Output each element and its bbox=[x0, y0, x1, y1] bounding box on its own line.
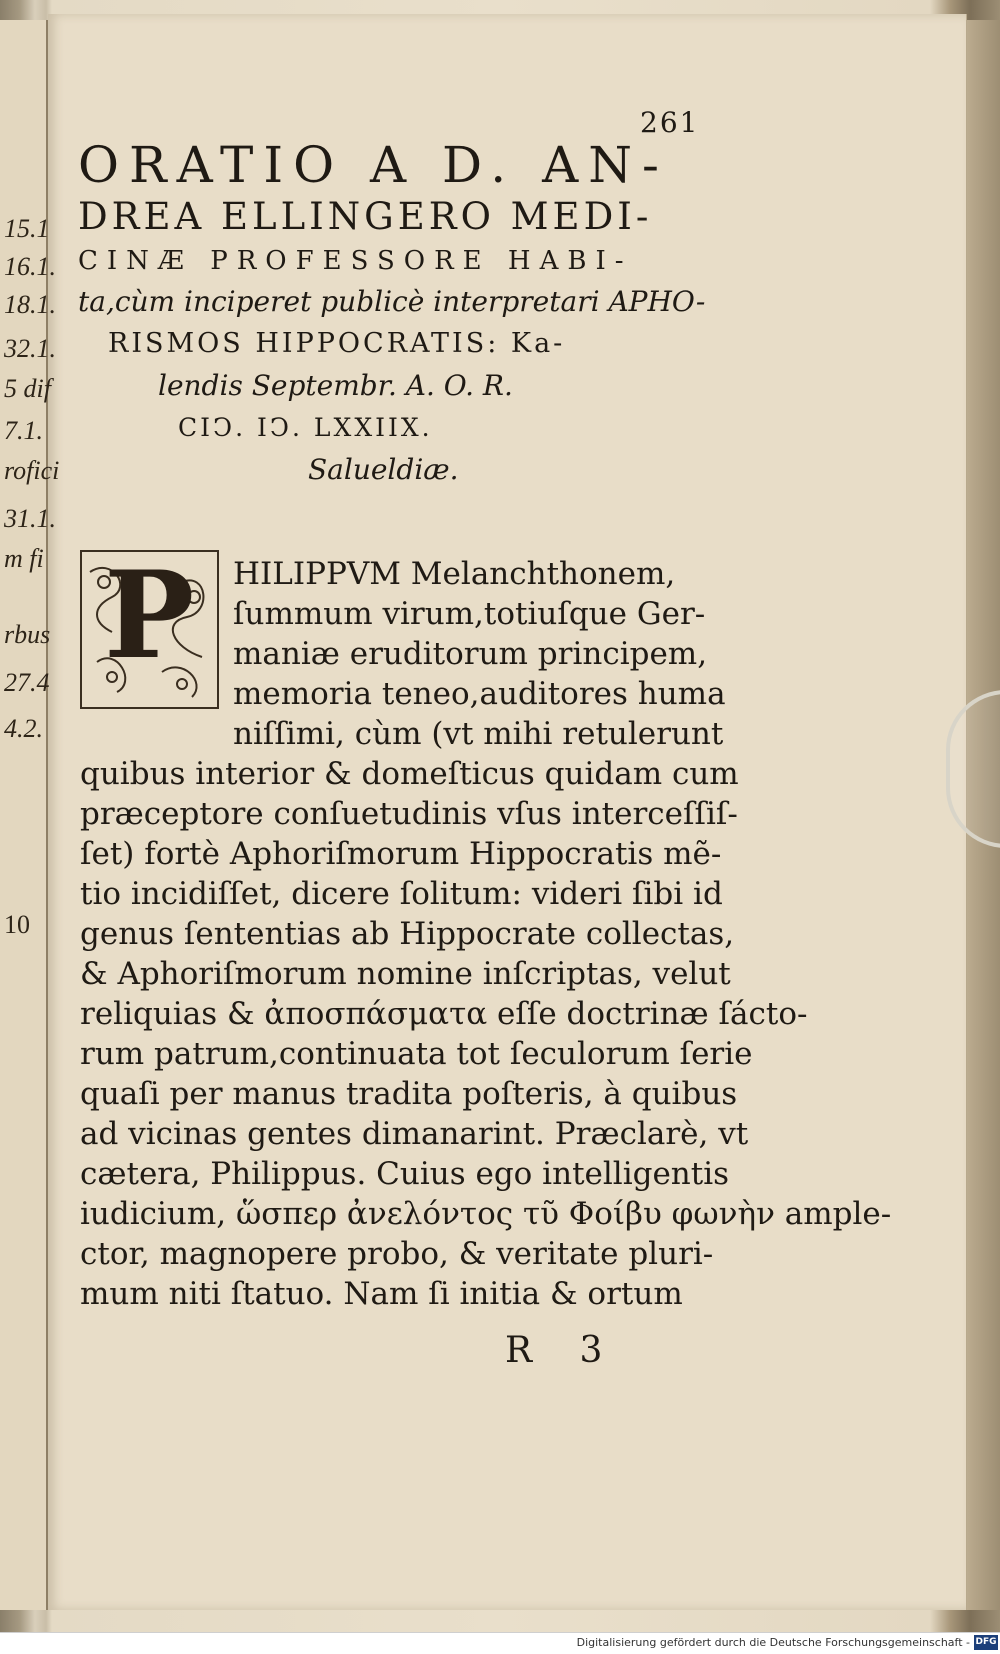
margin-note: 31.1. bbox=[4, 504, 56, 533]
body-line: tio incidiſſet, dicere ſolitum: videri ſibi id bbox=[80, 876, 723, 912]
body-line: ad vicinas gentes dimanarint. Præclarè, vt bbox=[80, 1116, 749, 1152]
body-line: cætera, Philippus. Cuius ego intelligentis bbox=[80, 1156, 730, 1192]
body-line: ctor, magnopere probo, & veritate pluri- bbox=[80, 1236, 714, 1272]
body-line: genus ſententias ab Hippocrate collectas, bbox=[80, 916, 735, 952]
body-line: niſſimi, cùm (vt mihi retulerunt bbox=[233, 716, 724, 752]
body-line: reliquias & ἀποσπάσματα eſſe doctrinæ ſácto- bbox=[80, 996, 808, 1032]
footer-credit: Digitalisierung gefördert durch die Deutsche Forschungsgemeinschaft - bbox=[576, 1636, 970, 1649]
body-line: quaſi per manus tradita poſteris, à quibus bbox=[80, 1076, 738, 1112]
margin-note: rofici bbox=[4, 456, 60, 485]
initial-letter: P bbox=[104, 545, 195, 686]
decorated-initial bbox=[80, 545, 219, 709]
title-line: ORATIO A D. AN- bbox=[78, 136, 669, 194]
body-line: iudicium, ὥσπερ ἀνελόντος τῦ Φοίβυ φωνὴν ample- bbox=[80, 1196, 892, 1232]
title-line: DREA ELLINGERO MEDI- bbox=[78, 195, 653, 238]
body-line: quibus interior & domeſticus quidam cum bbox=[80, 756, 739, 792]
margin-note: rbus bbox=[4, 620, 51, 649]
margin-note: 15.1 bbox=[4, 214, 50, 243]
margin-note: 10 bbox=[4, 910, 30, 939]
body-line: HILIPPVM Melanchthonem, bbox=[233, 556, 676, 592]
margin-note: 16.1. bbox=[4, 252, 56, 281]
margin-note: 18.1. bbox=[4, 290, 56, 319]
margin-note: 27.4 bbox=[4, 668, 50, 697]
title-line: CINÆ PROFESSORE HABI- bbox=[78, 246, 633, 276]
signature-mark: R 3 bbox=[505, 1330, 621, 1371]
title-line: Salueldiæ. bbox=[308, 453, 459, 486]
title-line: CIↃ. IↃ. LXXIIX. bbox=[178, 413, 433, 442]
body-line: præceptore conſuetudinis vſus interceſſiſ- bbox=[80, 796, 738, 832]
body-line: ſet) fortè Aphoriſmorum Hippocratis mẽ- bbox=[80, 836, 722, 872]
body-line: & Aphoriſmorum nomine inſcriptas, velut bbox=[80, 956, 731, 992]
body-line: rum patrum,continuata tot ſeculorum ſerie bbox=[80, 1036, 753, 1072]
digitization-footer bbox=[0, 1632, 1000, 1654]
body-line: maniæ eruditorum principem, bbox=[233, 636, 708, 672]
body-line: ſummum virum,totiuſque Ger- bbox=[233, 596, 706, 632]
margin-note: m fi bbox=[4, 544, 44, 573]
title-line: lendis Septembr. A. O. R. bbox=[158, 369, 513, 402]
margin-note: 7.1. bbox=[4, 416, 43, 445]
margin-note: 4.2. bbox=[4, 714, 43, 743]
title-line: RISMOS HIPPOCRATIS: Ka- bbox=[108, 328, 566, 359]
dfg-logo-icon: DFG bbox=[974, 1635, 998, 1650]
margin-note: 5 dif bbox=[4, 374, 51, 403]
body-line: mum niti ſtatuo. Nam ſi initia & ortum bbox=[80, 1276, 683, 1312]
margin-note: 32.1. bbox=[4, 334, 56, 363]
body-line: memoria teneo,auditores huma bbox=[233, 676, 726, 712]
page-number: 261 bbox=[640, 106, 700, 139]
title-line: ta,cùm inciperet publicè interpretari APHO- bbox=[78, 285, 706, 318]
